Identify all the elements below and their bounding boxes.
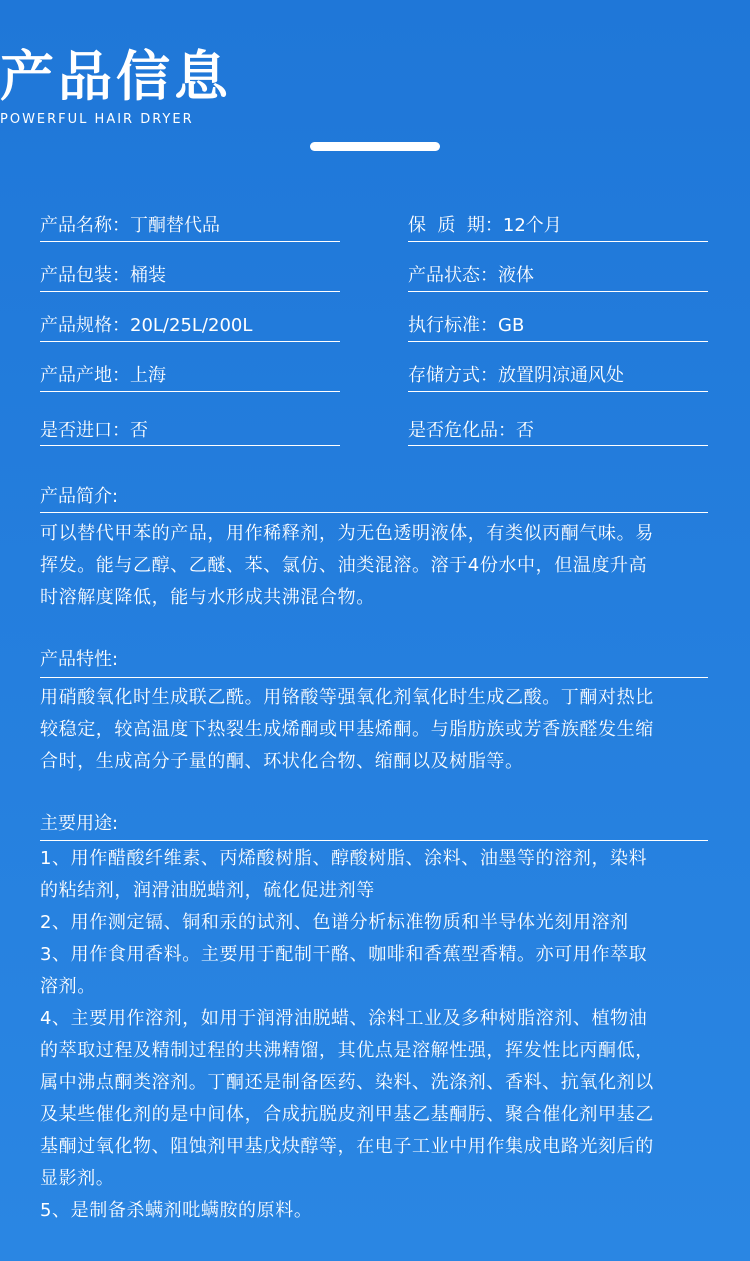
features-paragraph [40, 682, 720, 778]
spec-value: 否 [130, 420, 148, 441]
uses-paragraph [40, 843, 720, 1227]
spec-divider [40, 241, 340, 242]
spec-divider [40, 341, 340, 342]
uses-line: 及某些催化剂的是中间体，合成抗脱皮剂甲基乙基酮肟、聚合催化剂甲基乙 [40, 1104, 654, 1125]
spec-value: GB [498, 315, 525, 336]
spec-label: 是否危化品： [408, 420, 516, 441]
spec-divider [408, 445, 708, 446]
spec-value: 20L/25L/200L [130, 315, 253, 336]
title-underline-bar [310, 142, 440, 151]
spec-value: 液体 [498, 265, 534, 286]
spec-label: 产品规格： [40, 315, 130, 336]
spec-value: 上海 [130, 365, 166, 386]
spec-name [40, 214, 220, 238]
spec-size [40, 314, 252, 338]
features-line: 用硝酸氧化时生成联乙酰。用铬酸等强氧化剂氧化时生成乙酸。丁酮对热比 [40, 687, 654, 708]
features-divider [40, 677, 708, 678]
uses-line: 显影剂。 [40, 1168, 115, 1189]
spec-shelf-life [408, 214, 562, 238]
spec-divider [40, 445, 340, 446]
uses-line: 4、主要用作溶剂，如用于润滑油脱蜡、涂料工业及多种树脂溶剂、植物油 [40, 1008, 648, 1029]
intro-line: 挥发。能与乙醇、乙醚、苯、氯仿、油类混溶。溶于4份水中，但温度升高 [40, 555, 648, 576]
uses-line: 的粘结剂，润滑油脱蜡剂，硫化促进剂等 [40, 880, 375, 901]
uses-line: 2、用作测定镉、铜和汞的试剂、色谱分析标准物质和半导体光刻用溶剂 [40, 912, 629, 933]
page-title: 产品信息 [0, 45, 232, 108]
page-subtitle: POWERFUL HAIR DRYER [0, 112, 194, 127]
uses-line: 属中沸点酮类溶剂。丁酮还是制备医药、染料、洗涤剂、香料、抗氧化剂以 [40, 1072, 654, 1093]
features-line: 合时，生成高分子量的酮、环状化合物、缩酮以及树脂等。 [40, 751, 524, 772]
spec-label: 产品产地： [40, 365, 130, 386]
spec-divider [408, 291, 708, 292]
spec-value: 丁酮替代品 [130, 215, 220, 236]
intro-line: 可以替代甲苯的产品，用作稀释剂，为无色透明液体，有类似丙酮气味。易 [40, 523, 654, 544]
spec-value: 桶装 [130, 265, 166, 286]
features-line: 较稳定，较高温度下热裂生成烯酮或甲基烯酮。与脂肪族或芳香族醛发生缩 [40, 719, 654, 740]
spec-package [40, 264, 166, 288]
spec-divider [408, 341, 708, 342]
spec-value: 12个月 [502, 215, 562, 236]
intro-line: 时溶解度降低，能与水形成共沸混合物。 [40, 587, 375, 608]
spec-label: 产品状态： [408, 265, 498, 286]
spec-standard [408, 314, 524, 338]
uses-divider [40, 840, 708, 841]
spec-label: 保 质 期： [408, 215, 503, 236]
spec-state [408, 264, 534, 288]
spec-value: 否 [516, 420, 534, 441]
spec-hazardous [408, 419, 534, 443]
spec-divider [40, 391, 340, 392]
spec-label: 产品包装： [40, 265, 130, 286]
uses-line: 基酮过氧化物、阻蚀剂甲基戊炔醇等，在电子工业中用作集成电路光刻后的 [40, 1136, 654, 1157]
intro-divider [40, 512, 708, 513]
features-heading: 产品特性: [40, 649, 119, 670]
intro-heading: 产品简介: [40, 486, 119, 507]
spec-origin [40, 364, 166, 388]
uses-line: 5、是制备杀螨剂吡螨胺的原料。 [40, 1200, 313, 1221]
uses-line: 的萃取过程及精制过程的共沸精馏，其优点是溶解性强，挥发性比丙酮低， [40, 1040, 654, 1061]
spec-storage [408, 364, 624, 388]
spec-label: 是否进口： [40, 420, 130, 441]
intro-paragraph [40, 518, 720, 614]
spec-label: 执行标准： [408, 315, 498, 336]
spec-imported [40, 419, 148, 443]
spec-divider [408, 241, 708, 242]
uses-heading: 主要用途: [40, 813, 119, 834]
uses-line: 溶剂。 [40, 976, 96, 997]
spec-value: 放置阴凉通风处 [498, 365, 624, 386]
uses-line: 3、用作食用香料。主要用于配制干酪、咖啡和香蕉型香精。亦可用作萃取 [40, 944, 648, 965]
spec-label: 产品名称： [40, 215, 130, 236]
uses-line: 1、用作醋酸纤维素、丙烯酸树脂、醇酸树脂、涂料、油墨等的溶剂，染料 [40, 848, 648, 869]
spec-divider [40, 291, 340, 292]
spec-divider [408, 391, 708, 392]
spec-label: 存储方式： [408, 365, 498, 386]
